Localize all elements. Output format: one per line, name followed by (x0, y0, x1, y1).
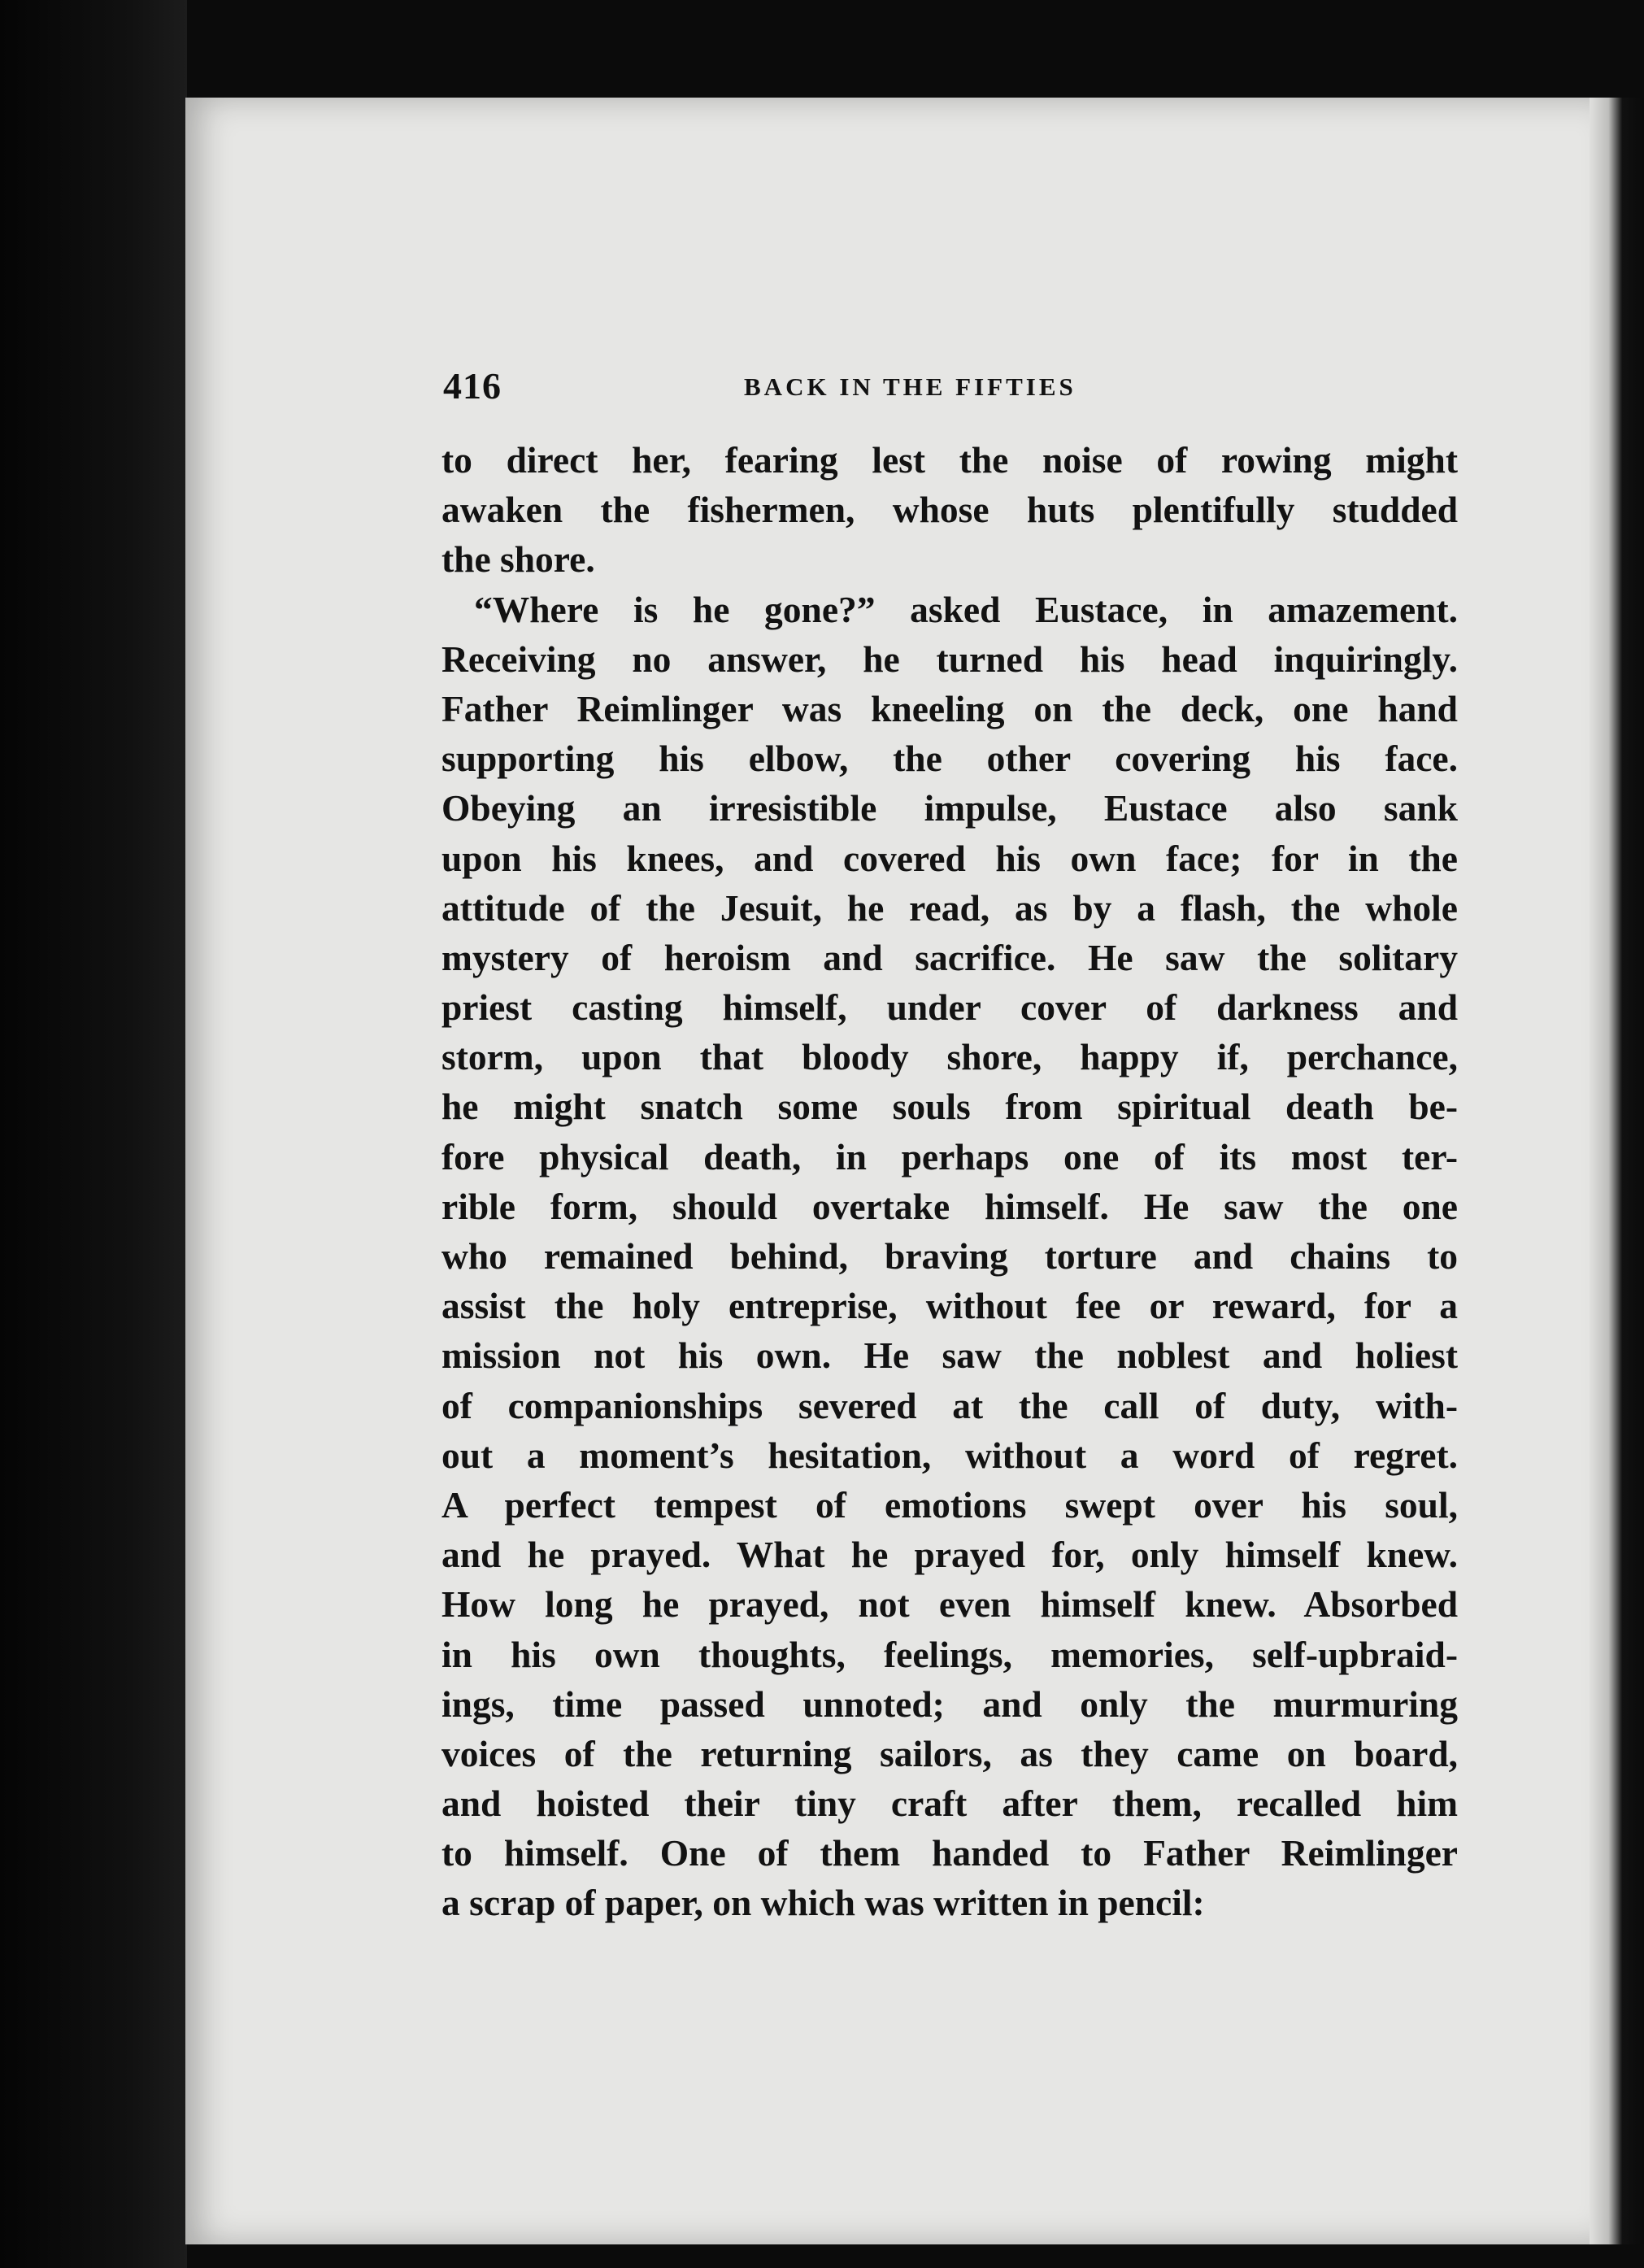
text-line: attitude of the Jesuit, he read, as by a flash, the whole (441, 886, 1458, 929)
text-line: awaken the fishermen, whose huts plentifully studded (441, 489, 1458, 531)
text-line: ings, time passed unnoted; and only the murmuring (441, 1682, 1458, 1725)
text-line: assist the holy entreprise, without fee or reward, for a (441, 1285, 1458, 1327)
text-line: mission not his own. He saw the noblest and holiest (441, 1334, 1458, 1377)
text-line: “Where is he gone?” asked Eustace, in amazement. (474, 588, 1458, 630)
text-line: to direct her, fearing lest the noise of rowing might (441, 439, 1458, 481)
text-line: a scrap of paper, on which was written in pencil: (441, 1882, 1205, 1924)
text-line: fore physical death, in perhaps one of its most ter- (441, 1135, 1458, 1178)
running-title: BACK IN THE FIFTIES (744, 372, 1076, 401)
text-line: of companionships severed at the call of duty, with- (441, 1384, 1458, 1426)
text-line: Receiving no answer, he turned his head inquiringly. (441, 638, 1458, 680)
text-line: and hoisted their tiny craft after them, recalled him (441, 1783, 1458, 1825)
text-line: to himself. One of them handed to Father Reimlinger (441, 1832, 1458, 1874)
text-line: A perfect tempest of emotions swept over his soul, (441, 1483, 1458, 1526)
text-line: voices of the returning sailors, as they came on board, (441, 1732, 1458, 1774)
text-line: in his own thoughts, feelings, memories, self-upbraid- (441, 1633, 1458, 1675)
text-line: How long he prayed, not even himself knew. Absorbed (441, 1583, 1458, 1626)
text-line: out a moment’s hesitation, without a word of regret. (441, 1434, 1458, 1476)
text-line: Obeying an irresistible impulse, Eustace also sank (441, 787, 1458, 829)
text-line: mystery of heroism and sacrifice. He saw the solitary (441, 936, 1458, 978)
text-line: he might snatch some souls from spiritual death be- (441, 1086, 1458, 1128)
text-line: supporting his elbow, the other covering his face. (441, 738, 1458, 780)
page-number: 416 (443, 365, 502, 407)
text-line: upon his knees, and covered his own face; for in the (441, 837, 1458, 879)
running-head (443, 364, 1459, 413)
text-line: and he prayed. What he prayed for, only himself knew. (441, 1534, 1458, 1576)
body-text (441, 435, 1458, 1928)
text-line: priest casting himself, under cover of darkness and (441, 986, 1458, 1029)
text-line: Father Reimlinger was kneeling on the deck, one hand (441, 687, 1458, 729)
text-line: who remained behind, braving torture and chains to (441, 1235, 1458, 1277)
text-line: the shore. (441, 538, 595, 581)
page-edge (1590, 98, 1644, 2244)
text-line: storm, upon that bloody shore, happy if, perchance, (441, 1036, 1458, 1078)
binding-shadow (0, 0, 187, 2268)
text-line: rible form, should overtake himself. He saw the one (441, 1185, 1458, 1227)
